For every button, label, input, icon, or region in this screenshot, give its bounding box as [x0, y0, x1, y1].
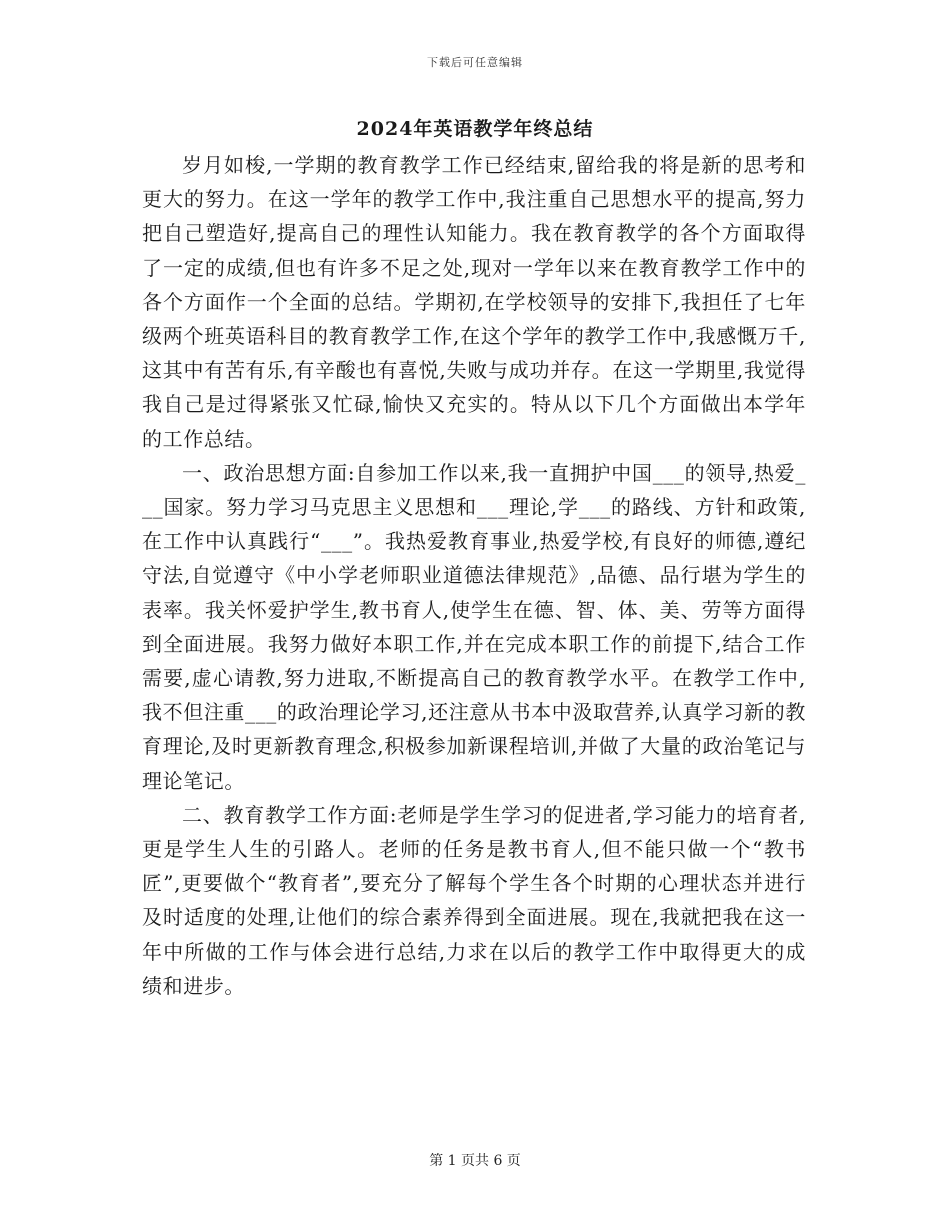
document-title: 2024年英语教学年终总结: [356, 118, 594, 140]
paragraph-intro: 岁月如梭,一学期的教育教学工作已经结束,留给我的将是新的思考和更大的努力。在这一学年的教学工作中,我注重自己思想水平的提高,努力把自己塑造好,提高自己的理性认知能力。我在教育教学的各个方面取得了一定的成绩,但也有许多不足之处,现对一学年以来在教育教学工作中的各个方面作一个全面的总结。学期初,在学校领导的安排下,我担任了七年级两个班英语科目的教育教学工作,在这个学年的教学工作中,我感慨万千,这其中有苦有乐,有辛酸也有喜悦,失败与成功并存。在这一学期里,我觉得我自己是过得紧张又忙碌,愉快又充实的。特从以下几个方面做出本学年的工作总结。: [142, 153, 806, 451]
page-number: 第 1 页共 6 页: [429, 1153, 521, 1169]
header-note: 下载后可任意编辑: [427, 56, 523, 69]
document-body: [142, 148, 806, 1003]
paragraph-political: 一、政治思想方面:自参加工作以来,我一直拥护中国___的领导,热爱___国家。努力学习马克思主义思想和___理论,学___的路线、方针和政策,在工作中认真践行“___”。我热爱教育事业,热爱学校,有良好的师德,遵纪守法,自觉遵守《中小学老师职业道德法律规范》,品德、品行堪为学生的表率。我关怀爱护学生,教书育人,使学生在德、智、体、美、劳等方面得到全面进展。我努力做好本职工作,并在完成本职工作的前提下,结合工作需要,虚心请教,努力进取,不断提高自己的教育教学水平。在教学工作中,我不但注重___的政治理论学习,还注意从书本中汲取营养,认真学习新的教育理论,及时更新教育理念,积极参加新课程培训,并做了大量的政治笔记与理论笔记。: [142, 460, 806, 793]
paragraph-teaching: 二、教育教学工作方面:老师是学生学习的促进者,学习能力的培育者,更是学生人生的引路人。老师的任务是教书育人,但不能只做一个“教书匠”,更要做个“教育者”,要充分了解每个学生各个时期的心理状态并进行及时适度的处理,让他们的综合素养得到全面进展。现在,我就把我在这一年中所做的工作与体会进行总结,力求在以后的教学工作中取得更大的成绩和进步。: [142, 802, 806, 998]
